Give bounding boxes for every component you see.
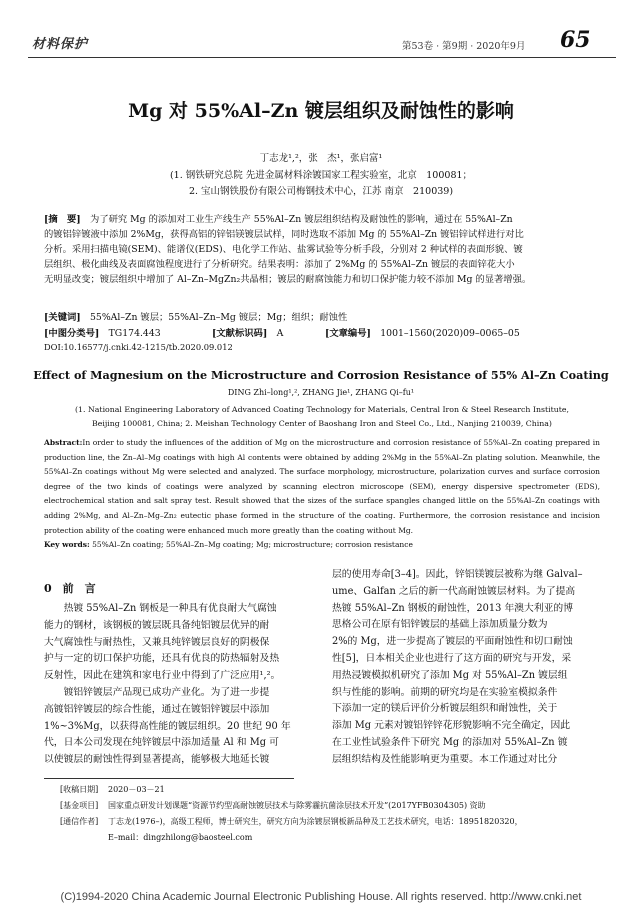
footnote (60, 800, 486, 811)
authors: 丁志龙¹,²，张 杰¹，张启富¹ (259, 153, 383, 164)
doc-code-value: A (276, 328, 284, 339)
body-line: 2%的 Mg，进一步提高了镀层的平面耐蚀性和切口耐蚀 (332, 636, 573, 648)
body-line: 反射性，因此在建筑和家电行业中得到了广泛应用¹,²。 (44, 670, 281, 682)
keywords (44, 309, 347, 323)
abstract-line: 的镀铝锌镀液中添加 2%Mg，获得高铝的锌铝镁镀层试样，同时选取不添加 Mg 的 55%Al–Zn 镀铝锌试样进行对比 (44, 229, 524, 240)
left-column (44, 601, 310, 769)
footnote (60, 816, 523, 827)
copyright-footer: (C)1994-2020 China Academic Journal Electronic Publishing House. All rights reserved. http://www.cnki.net (60, 891, 582, 903)
footnote-rule (44, 778, 294, 779)
body-line: 热镀 55%Al–Zn 钢板的耐蚀性，2013 年澳大利亚的博 (332, 602, 574, 614)
journal-name: 材料保护 (32, 37, 89, 52)
english-keywords-text: 55%Al–Zn coating; 55%Al–Zn–Mg coating; Mg; microstructure; corrosion resistance (92, 540, 413, 549)
body-line: 高镀铝锌镀层的综合性能，通过在镀铝锌镀层中添加 (44, 703, 270, 715)
right-column (332, 567, 600, 769)
issue-info: 第53卷 · 第9期 · 2020年9月 (402, 41, 526, 52)
body-line: 层的使用寿命[3–4]。因此，锌铝镁镀层被称为继 Galval– (332, 569, 583, 580)
classification-row (44, 325, 600, 339)
footnote-text: 2020－03－21 (108, 785, 165, 794)
footnote (60, 784, 165, 795)
body-line: 代，日本公司发现在纯锌镀层中添加适量 Al 和 Mg 可 (44, 737, 279, 749)
page-number: 65 (560, 27, 591, 53)
affiliation-line: (1. 钢铁研究总院 先进金属材料涂镀国家工程实验室，北京 100081； (169, 170, 473, 181)
english-affiliation-line: Beijing 100081, China; 2. Meishan Technology Center of Baoshang Iron and Steel Co., Ltd., Nanjing 210039, China) (92, 419, 552, 428)
affiliation-line: 2. 宝山钢铁股份有限公司梅钢技术中心，江苏 南京 210039) (188, 186, 454, 197)
footnote-text: E–mail：dingzhilong@baosteel.com (108, 833, 253, 842)
abstract-line: 无明显改变；镀层组织中增加了 Al–Zn–MgZn₂共晶相；镀层的耐腐蚀能力和切口保护能力较不添加 Mg 的显著增强。 (44, 274, 532, 285)
english-abstract (44, 436, 600, 538)
footnote-text: 丁志龙(1976–)，高级工程师，博士研究生，研究方向为涂镀层钢板新品种及工艺技术研究，电话：18951820320， (108, 817, 523, 826)
article-number-label: [文章编号] (324, 328, 371, 339)
body-line: 用热浸镀模拟机研究了添加 Mg 对 55%Al–Zn 镀层组 (332, 669, 568, 681)
body-line: 在工业性试验条件下研究 Mg 的添加对 55%Al–Zn 镀 (332, 736, 568, 748)
english-abstract-label: Abstract: (44, 438, 83, 447)
abstract-line: 分析。采用扫描电镜(SEM)、能谱仪(EDS)、电化学工作站、盐雾试验等分析手段，分别对 2 种试样的表面形貌、镀 (44, 244, 523, 255)
header-rule (28, 57, 616, 58)
body-line: 镀铝锌镀层产品现已成功产业化。为了进一步提 (63, 686, 270, 698)
body-line: ume、Galfan 之后的新一代高耐蚀镀层材料。为了提高 (332, 585, 576, 597)
english-abstract-text: In order to study the influences of the addition of Mg on the microstructure and corrosion resistance of 55%Al–Zn coating prepared in production line, the Zn–Al–Mg coatings with high Al contents were obtained by adding 2%Mg in the 55%Al–Zn plating solution. Meanwhile, the 55%Al–Zn coatings without Mg were selected and analyzed. The surface morphology, microstructure, polarization curves and surface corrosion degree of the two kinds of coatings were analyzed by scanning electron microscope (SEM), energy dispersive spectrometer (EDS), electrochemical station and salt spray test. Result showed that the sizes of the surface spangles changed little on the 55%Al–Zn coatings with adding 2%Mg, and Al–Zn–Mg–Zn₂ eutectic phase formed in the structure of the coating. Furthermore, the corrosion resistance and incision protection ability of the coating were enhanced much more greatly than the coating without Mg. (44, 438, 600, 535)
clc-label: [中图分类号] (44, 328, 100, 339)
body-line: 以使镀层的耐蚀性得到显著提高，能够极大地延长镀 (44, 754, 270, 766)
english-authors: DING Zhi–long¹,², ZHANG Jie¹, ZHANG Qi–fu¹ (227, 388, 415, 397)
body-line: 下添加一定的镁后评价分析镀层组织和耐蚀性，关于 (332, 703, 558, 715)
clc-value: TG174.443 (108, 328, 161, 339)
abstract-line: 为了研究 Mg 的添加对工业生产线生产 55%Al–Zn 镀层组织结构及耐蚀性的影响，通过在 55%Al–Zn (90, 214, 513, 225)
body-line: 思格公司在原有铝锌镀层的基础上添加质量分数为 (332, 619, 548, 631)
section-heading: 0 前 言 (44, 582, 96, 595)
footnote-text: 国家重点研发计划课题“资源节约型高耐蚀镀层技术与除雾霾抗菌涂层技术开发”(2017YFB0304305) 资助 (108, 801, 486, 810)
body-line: 性[5]，日本相关企业也进行了这方面的研究与开发，采 (332, 652, 572, 664)
english-affiliation-line: (1. National Engineering Laboratory of Advanced Coating Technology for Materials, Central Iron & Steel Research Institute, (75, 405, 569, 414)
keywords-text: 55%Al–Zn 镀层；55%Al–Zn–Mg 镀层；Mg；组织；耐蚀性 (90, 312, 348, 323)
body-line: 护与一定的切口保护功能，还具有优良的防热辐射及热 (44, 653, 280, 665)
body-line: 织与性能的影响。前期的研究均是在实验室模拟条件 (332, 686, 558, 698)
body-line: 大气腐蚀性与耐热性，又兼具纯锌镀层良好的阴极保 (44, 636, 270, 648)
abstract (44, 212, 600, 287)
english-keywords (44, 540, 600, 549)
abstract-label: [摘 要] (44, 214, 81, 225)
body-line: 层组织结构及性能影响更为重要。本工作通过对比分 (332, 753, 558, 765)
keywords-label: [关键词] (44, 312, 81, 323)
body-line: 能力的钢材，该钢板的镀层既具备纯铝镀层优异的耐 (44, 619, 270, 631)
abstract-line: 层组织、极化曲线及表面腐蚀程度进行了分析研究。结果表明：添加了 2%Mg 的 55%Al–Zn 镀层的表面锌花大小 (44, 259, 515, 270)
paper-title: Mg 对 55%Al–Zn 镀层组织及耐蚀性的影响 (128, 100, 514, 122)
footnote (60, 832, 252, 843)
footnote-label: [收稿日期] (60, 785, 99, 794)
article-number-value: 1001–1560(2020)09–0065–05 (380, 328, 520, 339)
body-line: 热镀 55%Al–Zn 钢板是一种具有优良耐大气腐蚀 (63, 603, 277, 614)
footnote-label: [基金项目] (60, 801, 99, 810)
english-keywords-label: Key words: (44, 540, 90, 549)
doc-code-label: [文献标识码] (211, 328, 268, 339)
footnote-label: [通信作者] (60, 817, 99, 826)
doi: DOI:10.16577/j.cnki.42-1215/tb.2020.09.012 (44, 342, 233, 352)
body-line: 1%~3%Mg，以获得高性能的镀层组织。20 世纪 90 年 (44, 720, 291, 732)
english-title: Effect of Magnesium on the Microstructure and Corrosion Resistance of 55% Al–Zn Coating (33, 368, 609, 382)
body-line: 添加 Mg 元素对镀铝锌锌花形貌影响不完全确定，因此 (332, 720, 571, 732)
